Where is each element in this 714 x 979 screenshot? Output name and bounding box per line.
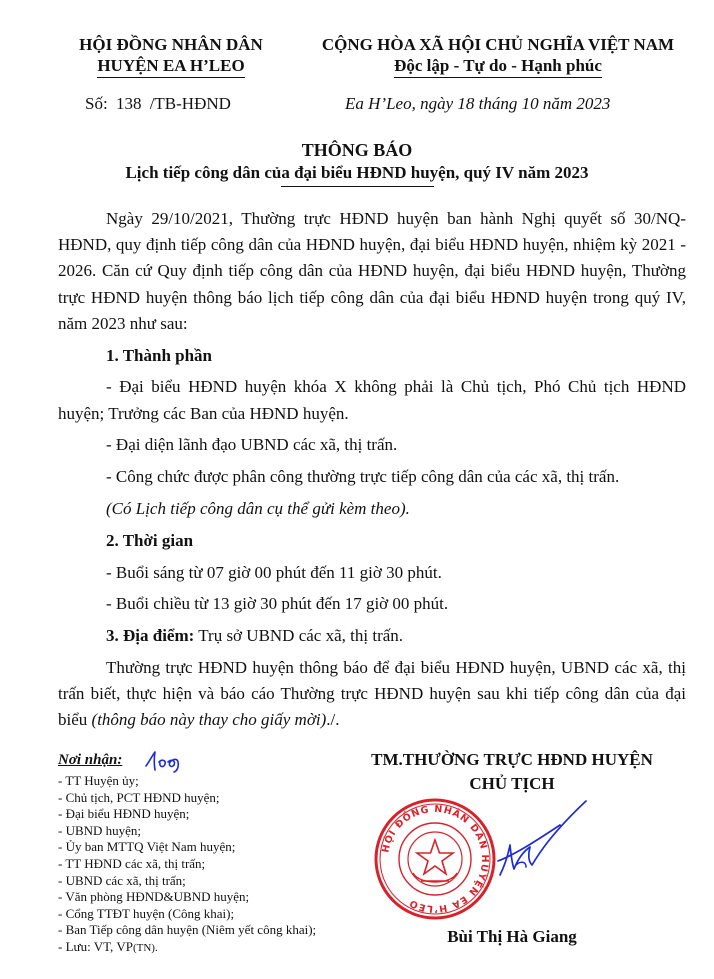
recipient-item: - Văn phòng HĐND&UBND huyện; — [58, 889, 250, 905]
nation-name: CỘNG HÒA XÃ HỘI CHỦ NGHĨA VIỆT NAM — [321, 35, 675, 54]
recipient-item: - UBND các xã, thị trấn; — [58, 872, 186, 888]
seal-text: HỘI ĐỒNG NHÂN DÂN HUYỆN EA H’LEO — [380, 803, 491, 915]
recipient-item: - Cổng TTĐT huyện (Công khai); — [58, 905, 235, 921]
place-date: Ea H’Leo, ngày 18 tháng 10 năm 2023 — [345, 94, 611, 113]
initial-mark-handwritten — [143, 748, 189, 774]
section-2-heading: 2. Thời gian — [106, 530, 194, 550]
recipient-item: - UBND huyện; — [58, 822, 142, 838]
section-1-note: (Có Lịch tiếp công dân cụ thể gửi kèm theo). — [106, 499, 410, 518]
recipient-item: - TT HĐND các xã, thị trấn; — [58, 855, 206, 871]
signature-block-title — [330, 748, 694, 796]
section-3-text: Trụ sở UBND các xã, thị trấn. — [194, 626, 404, 646]
closing-end: ./. — [326, 710, 340, 730]
intro-paragraph: Ngày 29/10/2021, Thường trực HĐND huyện ban hành Nghị quyết số 30/NQ-HĐND, quy định tiếp công dân của HĐND huyện, đại biểu HĐND huyện, nhiệm kỳ 2021 - 2026. Căn cứ Quy định tiếp công dân của HĐND huyện, đại biểu HĐND huyện, Thường trực HĐND huyện thông báo lịch tiếp công dân của đại biểu HĐND huyện trong quý IV, năm 2023 như sau: — [58, 209, 686, 333]
document-title: THÔNG BÁO — [301, 140, 413, 160]
signer-position: CHỦ TỊCH — [469, 774, 555, 793]
recipient-item: - Đại biểu HĐND huyện; — [58, 806, 190, 822]
section-1-heading: 1. Thành phần — [106, 345, 213, 365]
title-underline — [281, 186, 434, 187]
section-2-item-1: - Buổi sáng từ 07 giờ 00 phút đến 11 giờ 30 phút. — [106, 562, 442, 582]
motto: Độc lập - Tự do - Hạnh phúc — [394, 55, 602, 78]
section-1-item-2: - Đại diện lãnh đạo UBND các xã, thị trấn. — [106, 435, 398, 455]
recipients-title: Nơi nhận: — [58, 752, 123, 768]
recipient-item: - Ủy ban MTTQ Việt Nam huyện; — [58, 839, 236, 855]
document-subtitle: Lịch tiếp công dân của đại biểu HĐND huyện, quý IV năm 2023 — [125, 163, 589, 182]
signer-name: Bùi Thị Hà Giang — [447, 927, 577, 946]
section-1-item-3: - Công chức được phân công thường trực tiếp công dân của các xã, thị trấn. — [106, 467, 620, 487]
section-3 — [58, 623, 686, 649]
document-number — [85, 94, 235, 114]
doc-number-value: 138 — [115, 94, 142, 113]
authority-line-2: HUYỆN EA H’LEO — [97, 55, 244, 78]
closing-text: Thường trực HĐND huyện thông báo để đại biểu HĐND huyện, UBND các xã, thị trấn biết, thực hiện và báo cáo Thường trực HĐND huyện sau khi tiếp công dân của đại biểu — [58, 657, 686, 730]
recipient-item-archive — [58, 939, 320, 957]
handwritten-signature — [440, 795, 590, 885]
recipient-item: - TT Huyện ủy; — [58, 773, 139, 788]
recipient-item: - Ban Tiếp công dân huyện (Niêm yết công khai); — [58, 922, 317, 938]
archive-label: - Lưu: VT, VP — [58, 938, 133, 954]
issuing-authority — [40, 34, 302, 78]
document-body — [58, 206, 686, 739]
section-1-item-1: - Đại biểu HĐND huyện khóa X không phải là Chủ tịch, Phó Chủ tịch HĐND huyện; Trưởng các Ban của HĐND huyện. — [58, 377, 686, 423]
doc-number-prefix: Số: — [85, 94, 108, 113]
closing-paragraph — [58, 655, 686, 734]
recipient-item: - Chủ tịch, PCT HĐND huyện; — [58, 789, 220, 805]
section-2-item-2: - Buổi chiều từ 13 giờ 30 phút đến 17 giờ 00 phút. — [106, 594, 449, 614]
authority-line-1: HỘI ĐỒNG NHÂN DÂN — [79, 35, 263, 54]
archive-initials: (TN). — [132, 941, 158, 954]
section-3-heading: 3. Địa điểm: — [106, 626, 195, 646]
closing-italic: (thông báo này thay cho giấy mời) — [91, 710, 327, 730]
national-motto — [302, 34, 694, 78]
doc-number-suffix: /TB-HĐND — [149, 94, 231, 113]
recipients-list — [58, 773, 320, 957]
on-behalf-of: TM.THƯỜNG TRỰC HĐND HUYỆN — [371, 750, 653, 769]
